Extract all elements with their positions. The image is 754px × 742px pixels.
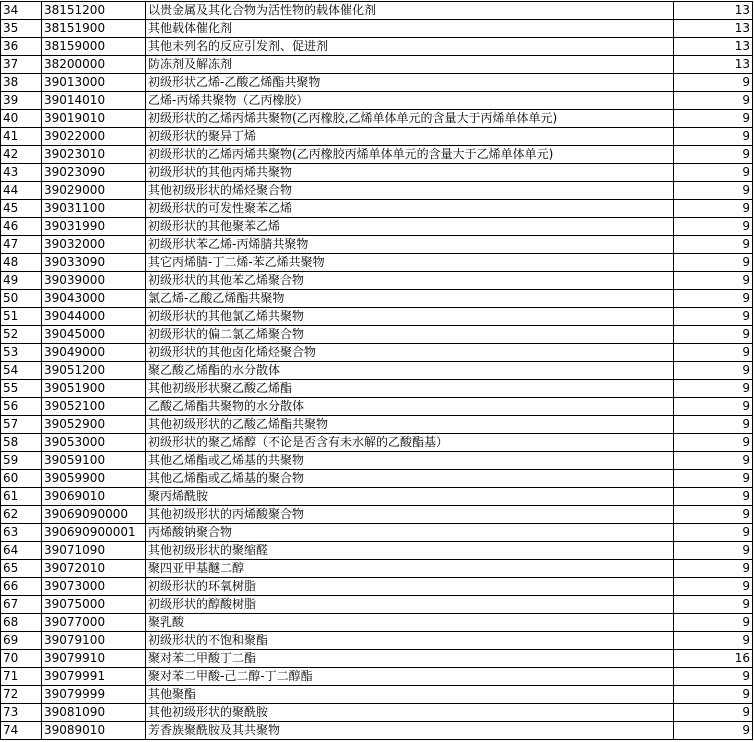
product-description[interactable]: 其他未列名的反应引发剂、促进剂 (146, 38, 674, 56)
product-description[interactable]: 聚乙酸乙烯酯的水分散体 (146, 362, 674, 380)
tariff-code[interactable]: 39069090000 (42, 506, 146, 524)
product-description[interactable]: 初级形状的可发性聚苯乙烯 (146, 200, 674, 218)
product-description[interactable]: 初级形状的其他卤化烯烃聚合物 (146, 344, 674, 362)
rate-value[interactable]: 9 (674, 164, 753, 182)
rate-value[interactable]: 9 (674, 470, 753, 488)
row-number[interactable]: 71 (1, 668, 42, 686)
product-description[interactable]: 氯乙烯-乙酸乙烯酯共聚物 (146, 290, 674, 308)
table-row (1, 434, 753, 452)
table-row (1, 56, 753, 74)
rate-value[interactable]: 9 (674, 542, 753, 560)
rate-value[interactable]: 9 (674, 92, 753, 110)
tariff-code[interactable]: 39013000 (42, 74, 146, 92)
product-description[interactable]: 防冻剂及解冻剂 (146, 56, 674, 74)
table-row (1, 380, 753, 398)
tariff-code[interactable]: 39039000 (42, 272, 146, 290)
product-description[interactable]: 初级形状的不饱和聚酯 (146, 632, 674, 650)
table-row (1, 362, 753, 380)
rate-value[interactable]: 9 (674, 614, 753, 632)
product-description[interactable]: 其它丙烯腈-丁二烯-苯乙烯共聚物 (146, 254, 674, 272)
table-row (1, 560, 753, 578)
tariff-code[interactable]: 39043000 (42, 290, 146, 308)
rate-value[interactable]: 9 (674, 452, 753, 470)
table-row (1, 344, 753, 362)
rate-value[interactable]: 9 (674, 416, 753, 434)
row-number[interactable]: 51 (1, 308, 42, 326)
tariff-code[interactable]: 39023010 (42, 146, 146, 164)
row-number[interactable]: 68 (1, 614, 42, 632)
row-number[interactable]: 63 (1, 524, 42, 542)
table-row (1, 668, 753, 686)
rate-value[interactable]: 9 (674, 146, 753, 164)
rate-value[interactable]: 9 (674, 290, 753, 308)
row-number[interactable]: 46 (1, 218, 42, 236)
rate-value[interactable]: 13 (674, 2, 753, 20)
table-row (1, 686, 753, 704)
product-description[interactable]: 其他初级形状聚乙酸乙烯酯 (146, 380, 674, 398)
product-description[interactable]: 初级形状苯乙烯-丙烯腈共聚物 (146, 236, 674, 254)
table-row (1, 92, 753, 110)
tariff-code[interactable]: 39052900 (42, 416, 146, 434)
table-row (1, 110, 753, 128)
row-number[interactable]: 39 (1, 92, 42, 110)
rate-value[interactable]: 9 (674, 506, 753, 524)
product-description[interactable]: 芳香族聚酰胺及其共聚物 (146, 722, 674, 740)
table-row (1, 632, 753, 650)
rate-value[interactable]: 9 (674, 596, 753, 614)
row-number[interactable]: 66 (1, 578, 42, 596)
rate-value[interactable]: 9 (674, 326, 753, 344)
table-row (1, 236, 753, 254)
rate-value[interactable]: 9 (674, 200, 753, 218)
tariff-code[interactable]: 38151900 (42, 20, 146, 38)
table-row (1, 722, 753, 740)
tariff-code[interactable]: 39014010 (42, 92, 146, 110)
table-row (1, 704, 753, 722)
tariff-code[interactable]: 39044000 (42, 308, 146, 326)
tariff-code[interactable]: 38159000 (42, 38, 146, 56)
row-number[interactable]: 70 (1, 650, 42, 668)
product-description[interactable]: 丙烯酸钠聚合物 (146, 524, 674, 542)
tariff-code[interactable]: 39069010 (42, 488, 146, 506)
rate-value[interactable]: 16 (674, 650, 753, 668)
rate-value[interactable]: 9 (674, 272, 753, 290)
rate-value[interactable]: 9 (674, 488, 753, 506)
table-row (1, 470, 753, 488)
table-row (1, 524, 753, 542)
tariff-code[interactable]: 39079910 (42, 650, 146, 668)
row-number[interactable]: 48 (1, 254, 42, 272)
product-description[interactable]: 初级形状的聚异丁烯 (146, 128, 674, 146)
table-row (1, 182, 753, 200)
tariff-code[interactable]: 39049000 (42, 344, 146, 362)
tariff-code[interactable]: 390690900001 (42, 524, 146, 542)
tariff-code[interactable]: 39079991 (42, 668, 146, 686)
rate-value[interactable]: 9 (674, 560, 753, 578)
product-description[interactable]: 其他初级形状的聚缩醛 (146, 542, 674, 560)
product-description[interactable]: 其他载体催化剂 (146, 20, 674, 38)
rate-value[interactable]: 9 (674, 704, 753, 722)
rate-value[interactable]: 9 (674, 380, 753, 398)
table-row (1, 506, 753, 524)
row-number[interactable]: 50 (1, 290, 42, 308)
product-description[interactable]: 初级形状的其他氯乙烯共聚物 (146, 308, 674, 326)
tariff-code[interactable]: 39077000 (42, 614, 146, 632)
row-number[interactable]: 36 (1, 38, 42, 56)
row-number[interactable]: 57 (1, 416, 42, 434)
tariff-code[interactable]: 39059100 (42, 452, 146, 470)
product-description[interactable]: 初级形状的偏二氯乙烯聚合物 (146, 326, 674, 344)
product-description[interactable]: 初级形状的其他苯乙烯聚合物 (146, 272, 674, 290)
product-description[interactable]: 其他乙烯酯或乙烯基的聚合物 (146, 470, 674, 488)
table-row (1, 2, 753, 20)
table-body (1, 2, 753, 740)
rate-value[interactable]: 9 (674, 236, 753, 254)
row-number[interactable]: 44 (1, 182, 42, 200)
table-row (1, 542, 753, 560)
product-description[interactable]: 其他初级形状的聚酰胺 (146, 704, 674, 722)
tariff-code[interactable]: 39031990 (42, 218, 146, 236)
table-row (1, 596, 753, 614)
tariff-code[interactable]: 39023090 (42, 164, 146, 182)
table-row (1, 308, 753, 326)
table-row (1, 272, 753, 290)
table-row (1, 218, 753, 236)
rate-value[interactable]: 9 (674, 362, 753, 380)
row-number[interactable]: 69 (1, 632, 42, 650)
rate-value[interactable]: 9 (674, 128, 753, 146)
row-number[interactable]: 43 (1, 164, 42, 182)
tariff-code[interactable]: 39051200 (42, 362, 146, 380)
product-description[interactable]: 其他初级形状的丙烯酸聚合物 (146, 506, 674, 524)
table-row (1, 398, 753, 416)
rate-value[interactable]: 9 (674, 578, 753, 596)
rate-value[interactable]: 9 (674, 344, 753, 362)
row-number[interactable]: 64 (1, 542, 42, 560)
row-number[interactable]: 38 (1, 74, 42, 92)
row-number[interactable]: 42 (1, 146, 42, 164)
rate-value[interactable]: 9 (674, 524, 753, 542)
row-number[interactable]: 73 (1, 704, 42, 722)
product-description[interactable]: 其他初级形状的烯烃聚合物 (146, 182, 674, 200)
rate-value[interactable]: 9 (674, 686, 753, 704)
product-description[interactable]: 其他乙烯酯或乙烯基的共聚物 (146, 452, 674, 470)
table-row (1, 614, 753, 632)
product-description[interactable]: 初级形状的聚乙烯醇（不论是否含有未水解的乙酸酯基） (146, 434, 674, 452)
table-row (1, 74, 753, 92)
tariff-code[interactable]: 39073000 (42, 578, 146, 596)
row-number[interactable]: 55 (1, 380, 42, 398)
product-description[interactable]: 初级形状的乙烯丙烯共聚物(乙丙橡胶丙烯单体单元的含量大于乙烯单体单元) (146, 146, 674, 164)
product-description[interactable]: 聚对苯二甲酸-己二醇-丁二醇酯 (146, 668, 674, 686)
tariff-table (0, 1, 753, 740)
row-number[interactable]: 59 (1, 452, 42, 470)
product-description[interactable]: 初级形状的其他聚苯乙烯 (146, 218, 674, 236)
table-row (1, 650, 753, 668)
row-number[interactable]: 49 (1, 272, 42, 290)
row-number[interactable]: 74 (1, 722, 42, 740)
table-row (1, 488, 753, 506)
row-number[interactable]: 52 (1, 326, 42, 344)
tariff-code[interactable]: 39033090 (42, 254, 146, 272)
rate-value[interactable]: 9 (674, 632, 753, 650)
tariff-code[interactable]: 39079999 (42, 686, 146, 704)
tariff-code[interactable]: 38151200 (42, 2, 146, 20)
product-description[interactable]: 聚丙烯酰胺 (146, 488, 674, 506)
rate-value[interactable]: 9 (674, 218, 753, 236)
row-number[interactable]: 41 (1, 128, 42, 146)
product-description[interactable]: 聚乳酸 (146, 614, 674, 632)
product-description[interactable]: 以贵金属及其化合物为活性物的载体催化剂 (146, 2, 674, 20)
rate-value[interactable]: 13 (674, 38, 753, 56)
table-row (1, 164, 753, 182)
row-number[interactable]: 61 (1, 488, 42, 506)
tariff-code[interactable]: 39029000 (42, 182, 146, 200)
row-number[interactable]: 62 (1, 506, 42, 524)
row-number[interactable]: 47 (1, 236, 42, 254)
table-row (1, 38, 753, 56)
table-row (1, 20, 753, 38)
row-number[interactable]: 54 (1, 362, 42, 380)
table-row (1, 416, 753, 434)
row-number[interactable]: 56 (1, 398, 42, 416)
rate-value[interactable]: 9 (674, 74, 753, 92)
tariff-code[interactable]: 39032000 (42, 236, 146, 254)
tariff-code[interactable]: 39071090 (42, 542, 146, 560)
tariff-code[interactable]: 39089010 (42, 722, 146, 740)
table-row (1, 290, 753, 308)
tariff-code[interactable]: 39045000 (42, 326, 146, 344)
rate-value[interactable]: 13 (674, 20, 753, 38)
row-number[interactable]: 65 (1, 560, 42, 578)
row-number[interactable]: 72 (1, 686, 42, 704)
table-row (1, 326, 753, 344)
row-number[interactable]: 60 (1, 470, 42, 488)
product-description[interactable]: 聚四亚甲基醚二醇 (146, 560, 674, 578)
product-description[interactable]: 乙酸乙烯酯共聚物的水分散体 (146, 398, 674, 416)
product-description[interactable]: 其他初级形状的乙酸乙烯酯共聚物 (146, 416, 674, 434)
row-number[interactable]: 53 (1, 344, 42, 362)
row-number[interactable]: 58 (1, 434, 42, 452)
tariff-code[interactable]: 39052100 (42, 398, 146, 416)
tariff-code[interactable]: 39079100 (42, 632, 146, 650)
table-row (1, 200, 753, 218)
product-description[interactable]: 初级形状乙烯-乙酸乙烯酯共聚物 (146, 74, 674, 92)
row-number[interactable]: 67 (1, 596, 42, 614)
table-row (1, 254, 753, 272)
rate-value[interactable]: 9 (674, 254, 753, 272)
product-description[interactable]: 初级形状的醇酸树脂 (146, 596, 674, 614)
product-description[interactable]: 初级形状的其他丙烯共聚物 (146, 164, 674, 182)
tariff-code[interactable]: 39031100 (42, 200, 146, 218)
product-description[interactable]: 初级形状的乙烯丙烯共聚物(乙丙橡胶,乙烯单体单元的含量大于丙烯单体单元) (146, 110, 674, 128)
tariff-code[interactable]: 39072010 (42, 560, 146, 578)
tariff-code[interactable]: 39059900 (42, 470, 146, 488)
tariff-code[interactable]: 38200000 (42, 56, 146, 74)
row-number[interactable]: 45 (1, 200, 42, 218)
rate-value[interactable]: 9 (674, 308, 753, 326)
rate-value[interactable]: 9 (674, 722, 753, 740)
row-number[interactable]: 40 (1, 110, 42, 128)
product-description[interactable]: 聚对苯二甲酸丁二酯 (146, 650, 674, 668)
row-number[interactable]: 35 (1, 20, 42, 38)
table-row (1, 128, 753, 146)
row-number[interactable]: 37 (1, 56, 42, 74)
rate-value[interactable]: 9 (674, 398, 753, 416)
product-description[interactable]: 其他聚酯 (146, 686, 674, 704)
tariff-code[interactable]: 39053000 (42, 434, 146, 452)
table-row (1, 452, 753, 470)
rate-value[interactable]: 13 (674, 56, 753, 74)
tariff-code[interactable]: 39051900 (42, 380, 146, 398)
product-description[interactable]: 初级形状的环氧树脂 (146, 578, 674, 596)
rate-value[interactable]: 9 (674, 434, 753, 452)
tariff-code[interactable]: 39081090 (42, 704, 146, 722)
rate-value[interactable]: 9 (674, 668, 753, 686)
table-row (1, 578, 753, 596)
tariff-code[interactable]: 39022000 (42, 128, 146, 146)
product-description[interactable]: 乙烯-丙烯共聚物（乙丙橡胶） (146, 92, 674, 110)
row-number[interactable]: 34 (1, 2, 42, 20)
tariff-code[interactable]: 39075000 (42, 596, 146, 614)
tariff-code[interactable]: 39019010 (42, 110, 146, 128)
rate-value[interactable]: 9 (674, 110, 753, 128)
table-row (1, 146, 753, 164)
rate-value[interactable]: 9 (674, 182, 753, 200)
